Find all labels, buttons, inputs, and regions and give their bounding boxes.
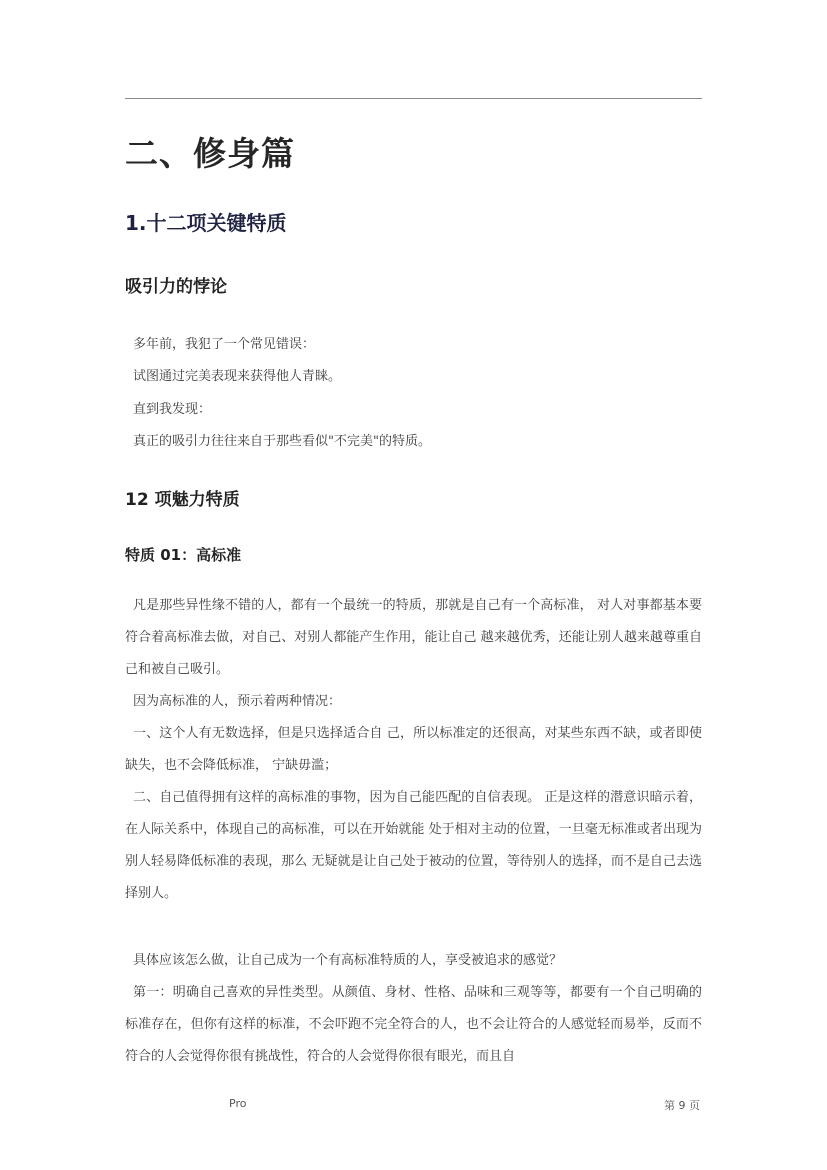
paradox-line: 真正的吸引力往往来自于那些看似"不完美"的特质。 bbox=[133, 434, 431, 449]
trait-title: 特质 01：高标准 bbox=[125, 546, 242, 564]
section-title: 1.十二项关键特质 bbox=[125, 211, 287, 235]
chapter-title: 二、修身篇 bbox=[125, 134, 295, 173]
body-paragraph: 凡是那些异性缘不错的人，都有一个最统一的特质，那就是自己有一个高标准， 对人对事都基本要符合着高标准去做，对自己、对别人都能产生作用，能让自己 越来越优秀，还能让别人越来越尊重自己和被自己吸引。 bbox=[125, 598, 702, 677]
body-paragraph: 具体应该怎么做，让自己成为一个有高标准特质的人，享受被追求的感觉？ bbox=[133, 953, 563, 968]
paradox-line: 试图通过完美表现来获得他人青睐。 bbox=[133, 369, 342, 384]
page-number: 第 9 页 bbox=[664, 1099, 700, 1112]
paradox-line: 多年前，我犯了一个常见错误： bbox=[133, 337, 316, 352]
subsection-title-traits: 12 项魅力特质 bbox=[125, 490, 240, 510]
body-paragraph: 第一：明确自己喜欢的异性类型。从颜值、身材、性格、品味和三观等等，都要有一个自己明确的标准存在，但你有这样的标准，不会吓跑不完全符合的人，也不会让符合的人感觉轻而易举，反而不符合的人会觉得你很有挑战性，符合的人会觉得你很有眼光，而且自 bbox=[125, 985, 702, 1064]
header-rule bbox=[125, 98, 702, 99]
footer-left: Pro bbox=[229, 1097, 247, 1110]
body-paragraph: 因为高标准的人，预示着两种情况： bbox=[133, 694, 342, 709]
paradox-line: 直到我发现： bbox=[133, 402, 212, 417]
subsection-title-paradox: 吸引力的悖论 bbox=[125, 277, 227, 297]
body-paragraph: 二、自己值得拥有这样的高标准的事物，因为自己能匹配的自信表现。 正是这样的潜意识暗示着，在人际关系中，体现自己的高标准，可以在开始就能 处于相对主动的位置，一旦毫无标准或者出现为别人轻易降低标准的表现，那么 无疑就是让自己处于被动的位置，等待别人的选择，而不是自己去选择别人。 bbox=[125, 790, 702, 901]
body-paragraph: 一、这个人有无数选择，但是只选择适合自 己，所以标准定的还很高，对某些东西不缺，或者即使缺失，也不会降低标准， 宁缺毋滥； bbox=[125, 726, 702, 773]
